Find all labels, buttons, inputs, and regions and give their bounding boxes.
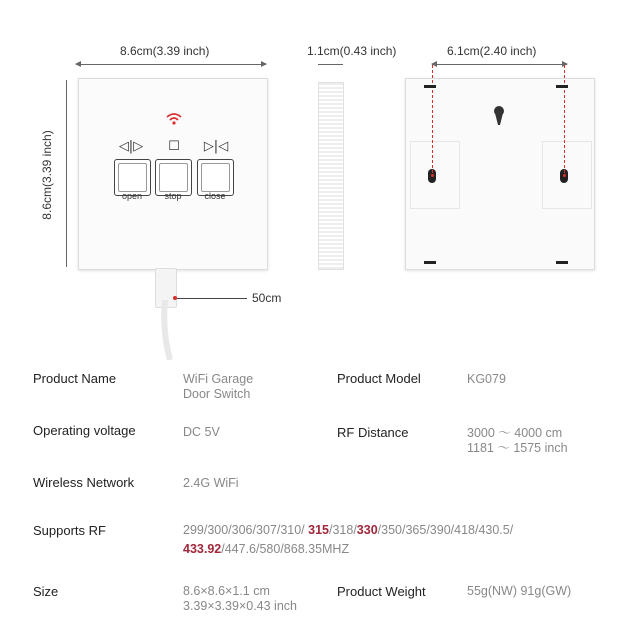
rf-distance-value-line1: 3000 ～ 4000 cm bbox=[467, 426, 563, 440]
switch-front-panel bbox=[78, 78, 268, 270]
rf-freq-highlight: 315 bbox=[308, 523, 329, 537]
product-name-value-line1: WiFi Garage bbox=[183, 372, 254, 386]
wireless-label: Wireless Network bbox=[33, 475, 135, 490]
mount-hole-left-dot bbox=[431, 174, 434, 177]
product-model-value: KG079 bbox=[467, 372, 506, 386]
open-button-label: open bbox=[121, 191, 143, 201]
switch-side-view bbox=[318, 82, 344, 270]
usb-cable bbox=[150, 300, 190, 360]
rf-freq-text: /350/365/390/418/430.5/ bbox=[377, 523, 514, 537]
arrow-right-icon bbox=[261, 61, 267, 67]
rf-distance-label: RF Distance bbox=[337, 425, 409, 440]
close-button-label: close bbox=[204, 191, 226, 201]
keyhole-icon bbox=[492, 105, 506, 127]
height-dimension-label: 8.6cm(3.39 inch) bbox=[40, 130, 54, 220]
product-weight-value: 55g(NW) 91g(GW) bbox=[467, 584, 572, 598]
mount-hole-right-dot bbox=[563, 174, 566, 177]
stop-glyph-icon: ☐ bbox=[168, 139, 180, 154]
hole-dimension-label: 6.1cm(2.40 inch) bbox=[447, 44, 537, 58]
corner-tab bbox=[556, 261, 568, 264]
size-label: Size bbox=[33, 584, 59, 599]
height-dimension-line bbox=[66, 80, 67, 267]
rf-freq-highlight: 330 bbox=[356, 523, 378, 537]
arrow-right-icon bbox=[562, 61, 568, 67]
left-guide-line bbox=[432, 65, 433, 173]
voltage-label: Operating voltage bbox=[33, 423, 136, 438]
depth-dimension-label: 1.1cm(0.43 inch) bbox=[307, 44, 397, 58]
rf-freq-text: /447.6/580/868.35MHZ bbox=[221, 542, 350, 556]
right-guide-line bbox=[564, 65, 565, 173]
product-weight-label: Product Weight bbox=[337, 584, 426, 599]
voltage-value: DC 5V bbox=[183, 425, 220, 439]
depth-dimension-line bbox=[318, 64, 343, 65]
supports-rf-value-line2 bbox=[183, 542, 349, 557]
wifi-icon bbox=[165, 112, 183, 126]
corner-tab bbox=[556, 85, 568, 88]
corner-tab bbox=[424, 261, 436, 264]
supports-rf-label: Supports RF bbox=[33, 523, 106, 538]
size-value-line2: 3.39×3.39×0.43 inch bbox=[183, 599, 297, 613]
rf-freq-highlight: 433.92 bbox=[183, 542, 222, 556]
stop-button-label: stop bbox=[164, 191, 182, 201]
rf-freq-text: /318/ bbox=[328, 523, 357, 537]
rf-freq-text: 299/300/306/307/310/ bbox=[183, 523, 309, 537]
arrow-left-icon bbox=[75, 61, 81, 67]
close-glyph-icon: ▷|◁ bbox=[203, 139, 229, 154]
product-model-label: Product Model bbox=[337, 371, 421, 386]
rf-distance-value-line2: 1181 ～ 1575 inch bbox=[467, 441, 568, 455]
width-dimension-label: 8.6cm(3.39 inch) bbox=[120, 44, 210, 58]
open-glyph-icon: ◁|▷ bbox=[118, 139, 144, 154]
width-dimension-line bbox=[76, 64, 266, 65]
product-name-label: Product Name bbox=[33, 371, 117, 386]
hole-dimension-line bbox=[432, 64, 567, 65]
switch-back-panel bbox=[405, 78, 595, 270]
cable-length-label: 50cm bbox=[252, 291, 282, 305]
wireless-value: 2.4G WiFi bbox=[183, 476, 239, 490]
supports-rf-value-line1 bbox=[183, 523, 513, 538]
cable-dimension-line bbox=[177, 298, 247, 299]
product-name-value-line2: Door Switch bbox=[183, 387, 251, 401]
size-value-line1: 8.6×8.6×1.1 cm bbox=[183, 584, 270, 598]
corner-tab bbox=[424, 85, 436, 88]
